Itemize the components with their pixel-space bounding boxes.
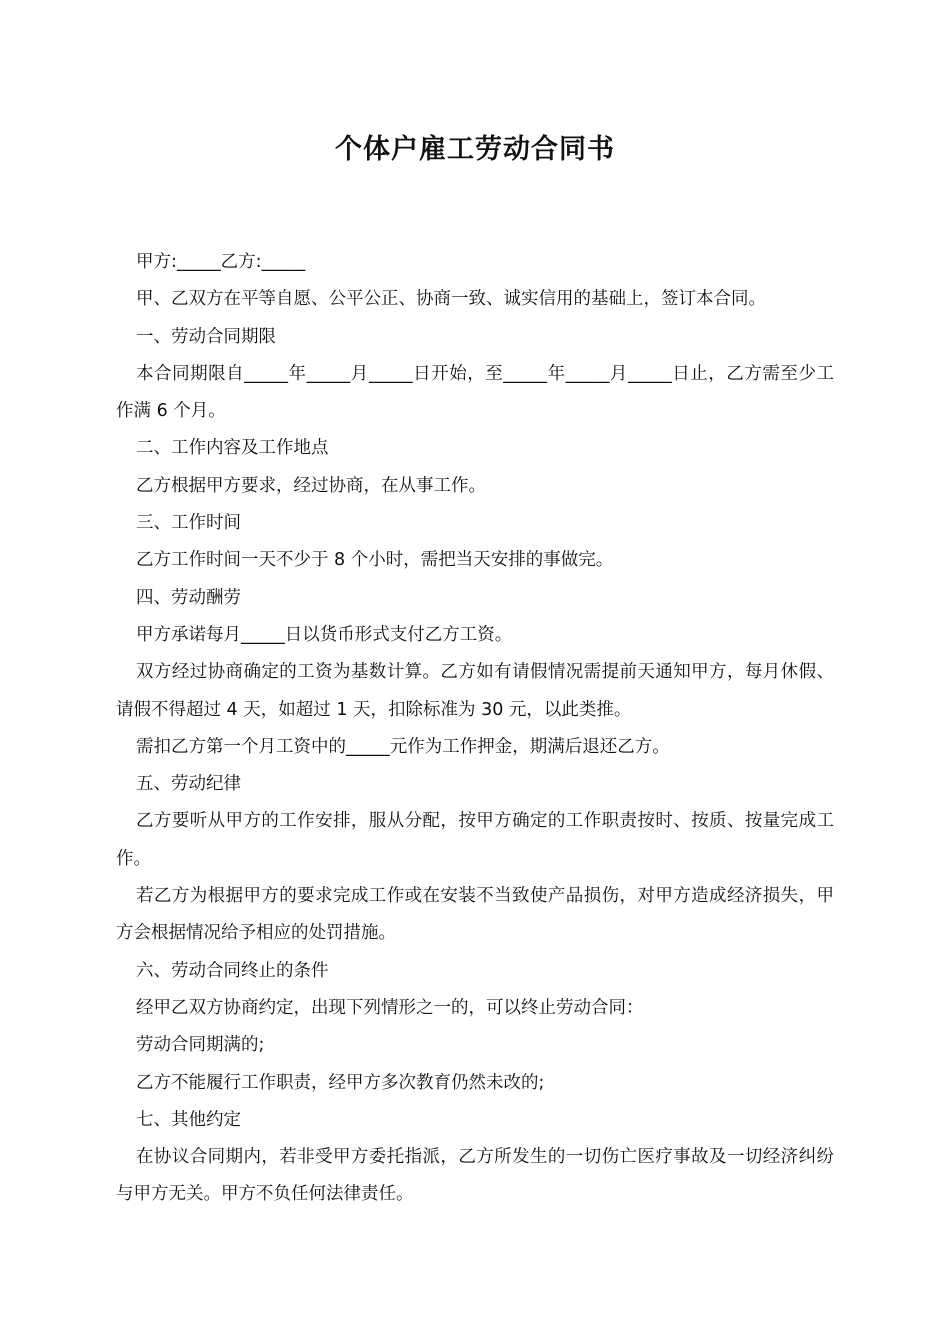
termination-item-duty: 乙方不能履行工作职责，经甲方多次教育仍然未改的; [136, 1072, 545, 1093]
liability-paragraph: 在协议合同期内，若非受甲方委托指派，乙方所发生的一切伤亡医疗事故及一切经济纠纷与甲方无关。甲方不负任何法律责任。 [116, 1147, 834, 1205]
section-heading-pay: 四、劳动酬劳 [136, 587, 241, 608]
section-heading-term: 一、劳动合同期限 [136, 326, 276, 347]
work-content-paragraph: 乙方根据甲方要求，经过协商，在从事工作。 [136, 475, 486, 496]
section-heading-discipline: 五、劳动纪律 [136, 774, 241, 795]
section-heading-termination: 六、劳动合同终止的条件 [136, 960, 329, 981]
document-body [116, 244, 834, 1214]
work-hours-paragraph: 乙方工作时间一天不少于 8 个小时，需把当天安排的事做完。 [136, 550, 614, 571]
penalty-paragraph: 若乙方为根据甲方的要求完成工作或在安装不当致使产品损伤，对甲方造成经济损失，甲方会根据情况给予相应的处罚措施。 [116, 886, 834, 944]
termination-item-expiry: 劳动合同期满的; [136, 1035, 265, 1056]
parties-line: 甲方:_____乙方:_____ [136, 252, 306, 272]
section-heading-work-hours: 三、工作时间 [136, 513, 241, 534]
section-heading-work-content: 二、工作内容及工作地点 [136, 438, 329, 459]
discipline-paragraph: 乙方要听从甲方的工作安排，服从分配，按甲方确定的工作职责按时、按质、按量完成工作。 [116, 811, 834, 869]
document-title: 个体户雇工劳动合同书 [335, 134, 615, 165]
deposit-paragraph: 需扣乙方第一个月工资中的_____元作为工作押金，期满后退还乙方。 [136, 736, 670, 757]
section-heading-other: 七、其他约定 [136, 1109, 241, 1130]
term-paragraph: 本合同期限自_____年_____月_____日开始，至_____年_____月_____日止，乙方需至少工作满 6 个月。 [116, 363, 834, 422]
termination-intro-paragraph: 经甲乙双方协商约定，出现下列情形之一的，可以终止劳动合同： [136, 997, 644, 1018]
preamble-paragraph: 甲、乙双方在平等自愿、公平公正、协商一致、诚实信用的基础上，签订本合同。 [136, 289, 766, 310]
pay-date-paragraph: 甲方承诺每月_____日以货币形式支付乙方工资。 [136, 624, 513, 645]
pay-calculation-paragraph: 双方经过协商确定的工资为基数计算。乙方如有请假情况需提前天通知甲方，每月休假、请假不得超过 4 天，如超过 1 天，扣除标准为 30 元，以此类推。 [116, 662, 834, 720]
